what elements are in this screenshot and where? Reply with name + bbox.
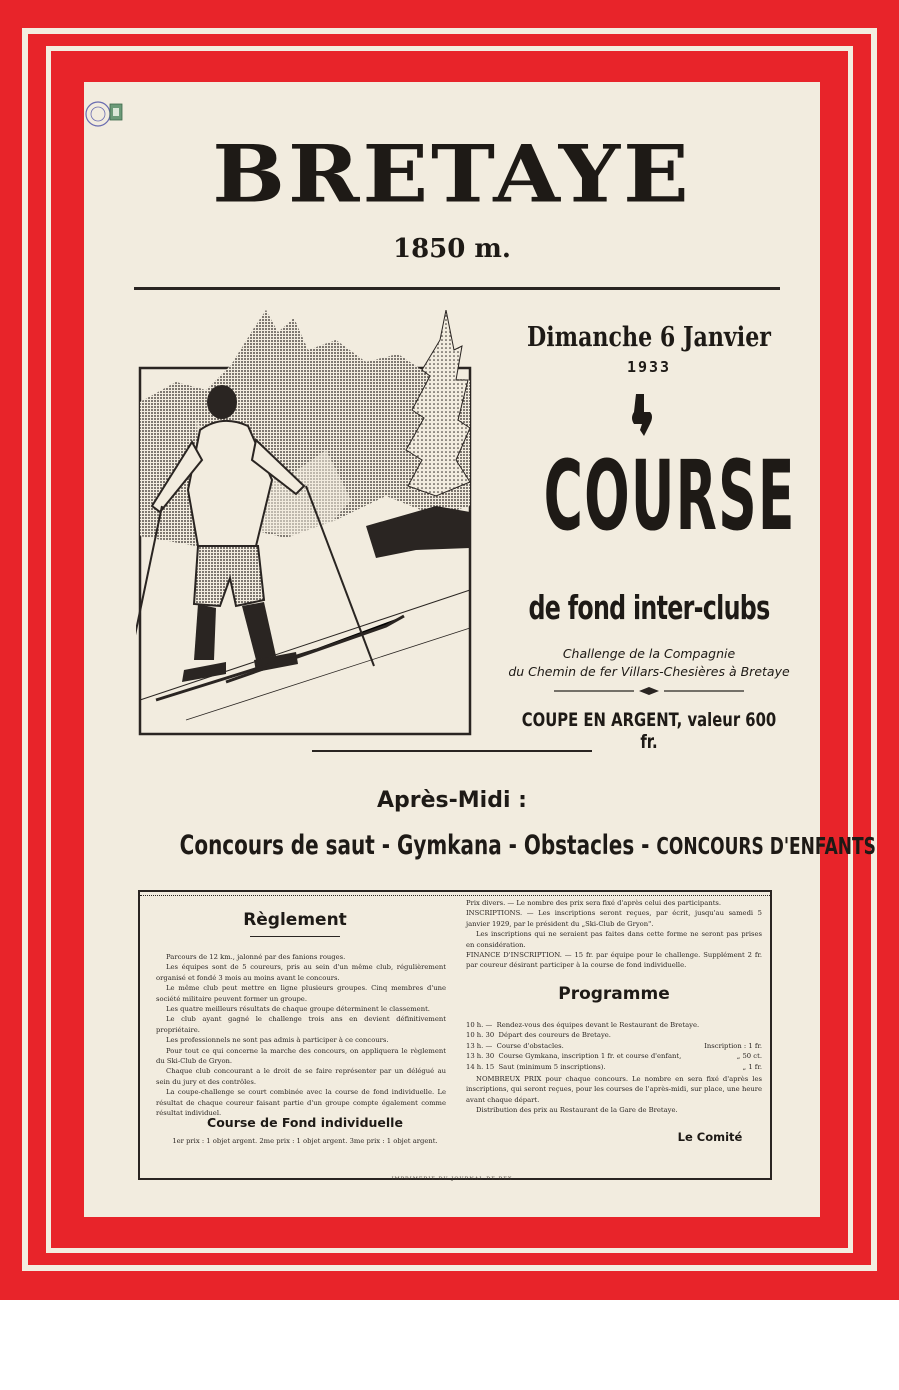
programme-text: Course Gymkana, inscription 1 fr. et course d'enfant,: [498, 1052, 682, 1061]
programme-item: [466, 1030, 762, 1040]
poster-sheet: [84, 82, 876, 1217]
reglement-text: [156, 952, 446, 1119]
top-divider: [134, 287, 780, 290]
programme-item: [466, 1041, 762, 1051]
programme-time: 14 h. 15: [466, 1062, 495, 1071]
printer-credit: IMPRIMERIE DU JOURNAL DE BEX: [391, 1176, 513, 1182]
course-subtitle: de fond inter-clubs: [528, 588, 770, 627]
event-year: 1933: [626, 358, 672, 376]
programme-time: 10 h. 30: [466, 1031, 495, 1040]
programme-time: 13 h. —: [466, 1041, 493, 1050]
cup-prize: COUPE EN ARGENT, valeur 600 fr.: [521, 709, 777, 753]
reglement-p5: Le club ayant gagné le challenge trois ans en devient définitivement propriétaire.: [156, 1015, 446, 1034]
afternoon-events: [179, 830, 876, 861]
programme-item: [466, 1020, 762, 1030]
challenge-line-1: Challenge de la Compagnie: [562, 646, 736, 661]
challenge-line-2: du Chemin de fer Villars-Chesières à Bretaye: [508, 664, 790, 679]
info-p1: Prix divers. — Le nombre des prix sera fixé d'après celui des participants.: [466, 899, 722, 907]
info-p2: INSCRIPTIONS. — Les inscriptions seront reçues, par écrit, jusqu'au samedi 5 janvier 1929, par le président du „Ski-Club de Gryon".: [466, 909, 762, 928]
programme-time: 13 h. 30: [466, 1052, 495, 1061]
info-p4: FINANCE D'INSCRIPTION. — 15 fr. par équipe pour le challenge. Supplément 2 fr. par coureur désirant participer à la course de fond individuelle.: [466, 951, 762, 970]
programme-fee: „ 50 ct.: [736, 1052, 762, 1061]
programme-note-1: NOMBREUX PRIX pour chaque concours. Le nombre en sera fixé d'après les inscriptions, qui seront reçues, pour les courses de l'après-midi, sur place, une heure avant chaque départ.: [466, 1075, 762, 1104]
events-children: CONCOURS D'ENFANTS: [656, 834, 876, 860]
reglement-heading: Règlement: [243, 910, 347, 930]
pointing-hand-icon: [630, 394, 656, 438]
altitude: 1850 m.: [393, 234, 511, 264]
programme-text: Départ des coureurs de Bretaye.: [498, 1031, 611, 1040]
info-p3: Les inscriptions qui ne seraient pas faites dans cette forme ne seront pas prises en considération.: [466, 930, 762, 949]
programme-notes: [466, 1074, 762, 1116]
programme-text: Saut (minimum 5 inscriptions).: [498, 1062, 606, 1071]
tax-stamp-icon: [84, 94, 128, 134]
reglement-p1: Parcours de 12 km., jalonné par des fanions rouges.: [166, 953, 346, 961]
afternoon-heading: Après-Midi :: [377, 788, 527, 813]
reglement-p8: Chaque club concourant a le droit de se faire représenter par un délégué au sein du jury et des contrôles.: [156, 1067, 446, 1086]
event-date: Dimanche 6 Janvier: [527, 322, 771, 353]
skier-illustration: [136, 310, 476, 736]
programme-time: 10 h. —: [466, 1021, 493, 1029]
reglement-p7: Pour tout ce qui concerne la marche des concours, on appliquera le règlement du Ski-Club de Gryon.: [156, 1046, 446, 1066]
individual-heading: Course de Fond individuelle: [207, 1115, 403, 1130]
info-text: [466, 898, 762, 971]
individual-prizes: 1er prix : 1 objet argent. 2me prix : 1 objet argent. 3me prix : 1 objet argent.: [172, 1137, 438, 1145]
programme-text: Rendez-vous des équipes devant le Restaurant de Bretaye.: [496, 1021, 700, 1029]
reglement-p4: Les quatre meilleurs résultats de chaque groupe déterminent le classement.: [166, 1005, 430, 1014]
programme-list: [466, 1020, 762, 1072]
reglement-p2: Les équipes sont de 5 coureurs, pris au sein d'un même club, régulièrement organisé et fondé 3 mois au moins avant le concours.: [156, 963, 446, 982]
poster-title: BRETAYE: [212, 128, 692, 221]
programme-heading: Programme: [558, 984, 670, 1004]
programme-fee: „ 1 fr.: [742, 1062, 762, 1071]
reglement-p6: Les professionnels ne sont pas admis à participer à ce concours.: [166, 1036, 389, 1045]
programme-item: [466, 1062, 762, 1072]
events-list: Concours de saut - Gymkana - Obstacles -: [179, 830, 650, 861]
reglement-p3: Le même club peut mettre en ligne plusieurs groupes. Cinq membres d'une société militaire peuvent former un groupe.: [156, 984, 446, 1003]
rules-box: [138, 890, 772, 1180]
reglement-p9: La coupe-challenge se court combinée avec la course de fond individuelle. Le résultat de chaque coureur faisant partie d'un groupe compte également comme résultat individuel.: [156, 1088, 446, 1118]
programme-item: [466, 1051, 762, 1061]
ornament-divider: [554, 686, 744, 696]
programme-fee: Inscription : 1 fr.: [704, 1041, 762, 1050]
signature: Le Comité: [677, 1130, 743, 1144]
reglement-underline: [250, 936, 340, 937]
box-inner-border: [140, 895, 770, 896]
course-title: COURSE: [543, 440, 796, 552]
programme-text: Course d'obstacles.: [496, 1041, 564, 1050]
mid-divider: [312, 750, 592, 752]
programme-note-2: Distribution des prix au Restaurant de la Gare de Bretaye.: [476, 1106, 678, 1115]
